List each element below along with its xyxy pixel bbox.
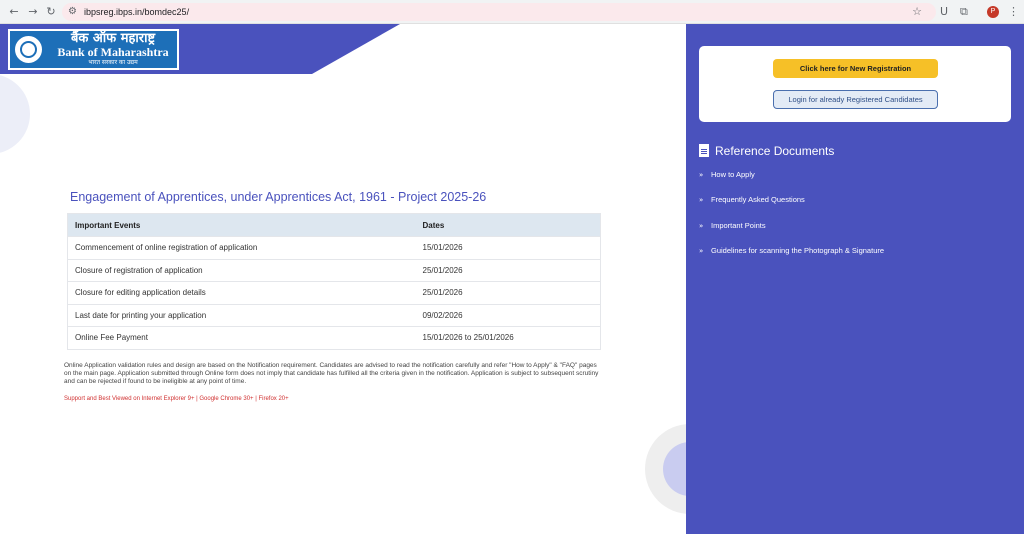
event-cell: Online Fee Payment bbox=[68, 327, 416, 350]
event-cell: Commencement of online registration of application bbox=[68, 237, 416, 260]
sidebar-panel bbox=[686, 24, 1024, 534]
double-chevron-right-icon: » bbox=[699, 171, 704, 179]
reference-link-label[interactable]: How to Apply bbox=[711, 170, 755, 179]
date-cell: 15/01/2026 bbox=[416, 237, 601, 260]
decorative-circle bbox=[0, 74, 30, 154]
validation-note: Online Application validation rules and design are based on the Notification requirement. Candidates are advised to read the notification carefully and refer "How to Apply" & "FAQ" pages on the main page. Application submitted through Online form does not imply that candidate has fulfilled all the criteria given in the notification. Application is subject to subsequent scrutiny and can be rejected if found to be ineligible at any point of time. bbox=[64, 362, 599, 385]
important-events-table bbox=[67, 213, 601, 350]
date-cell: 09/02/2026 bbox=[416, 304, 601, 327]
bank-logo bbox=[8, 29, 179, 70]
reload-icon[interactable]: ↻ bbox=[46, 5, 56, 18]
profile-avatar[interactable]: P bbox=[987, 6, 999, 18]
table-row bbox=[68, 304, 601, 327]
extension-u-icon[interactable]: U bbox=[940, 5, 949, 18]
new-registration-button[interactable]: Click here for New Registration bbox=[773, 59, 938, 78]
back-arrow-icon[interactable]: ← bbox=[9, 5, 19, 18]
logo-tagline: भारत सरकार का उद्यम bbox=[88, 59, 138, 66]
double-chevron-right-icon: » bbox=[699, 222, 704, 230]
site-info-icon[interactable]: ⚙ bbox=[68, 6, 77, 17]
table-row bbox=[68, 259, 601, 282]
login-button[interactable]: Login for already Registered Candidates bbox=[773, 90, 938, 109]
forward-arrow-icon[interactable]: → bbox=[28, 5, 38, 18]
table-row bbox=[68, 327, 601, 350]
date-cell: 25/01/2026 bbox=[416, 259, 601, 282]
page-title: Engagement of Apprentices, under Apprentices Act, 1961 - Project 2025-26 bbox=[70, 190, 487, 204]
double-chevron-right-icon: » bbox=[699, 247, 704, 255]
date-cell: 15/01/2026 to 25/01/2026 bbox=[416, 327, 601, 350]
browser-support-note: Support and Best Viewed on Internet Explorer 9+ | Google Chrome 30+ | Firefox 20+ bbox=[64, 396, 289, 402]
table-row bbox=[68, 282, 601, 305]
column-header-events: Important Events bbox=[68, 214, 416, 237]
date-cell: 25/01/2026 bbox=[416, 282, 601, 305]
menu-dots-icon[interactable]: ⋮ bbox=[1008, 5, 1019, 18]
column-header-dates: Dates bbox=[416, 214, 601, 237]
address-bar[interactable] bbox=[62, 3, 936, 21]
logo-hindi-text: बैंक ऑफ महाराष्ट्र bbox=[70, 31, 156, 46]
reference-link-label[interactable]: Frequently Asked Questions bbox=[711, 195, 805, 204]
reference-link-label[interactable]: Important Points bbox=[711, 221, 766, 230]
registration-card bbox=[699, 46, 1011, 122]
table-header-row bbox=[68, 214, 601, 237]
url-text[interactable]: ibpsreg.ibps.in/bomdec25/ bbox=[84, 7, 190, 17]
bank-seal-icon bbox=[13, 34, 44, 65]
browser-toolbar bbox=[0, 0, 1024, 24]
double-chevron-right-icon: » bbox=[699, 196, 704, 204]
reference-link-label[interactable]: Guidelines for scanning the Photograph & Signature bbox=[711, 246, 885, 255]
document-icon bbox=[699, 144, 709, 157]
event-cell: Closure for editing application details bbox=[68, 282, 416, 305]
table-row bbox=[68, 237, 601, 260]
page bbox=[0, 24, 1024, 534]
logo-english-text: Bank of Maharashtra bbox=[57, 45, 169, 59]
extensions-puzzle-icon[interactable]: ⧉ bbox=[960, 5, 968, 18]
reference-title: Reference Documents bbox=[715, 144, 835, 158]
event-cell: Last date for printing your application bbox=[68, 304, 416, 327]
event-cell: Closure of registration of application bbox=[68, 259, 416, 282]
bookmark-star-icon[interactable]: ☆ bbox=[912, 5, 922, 18]
